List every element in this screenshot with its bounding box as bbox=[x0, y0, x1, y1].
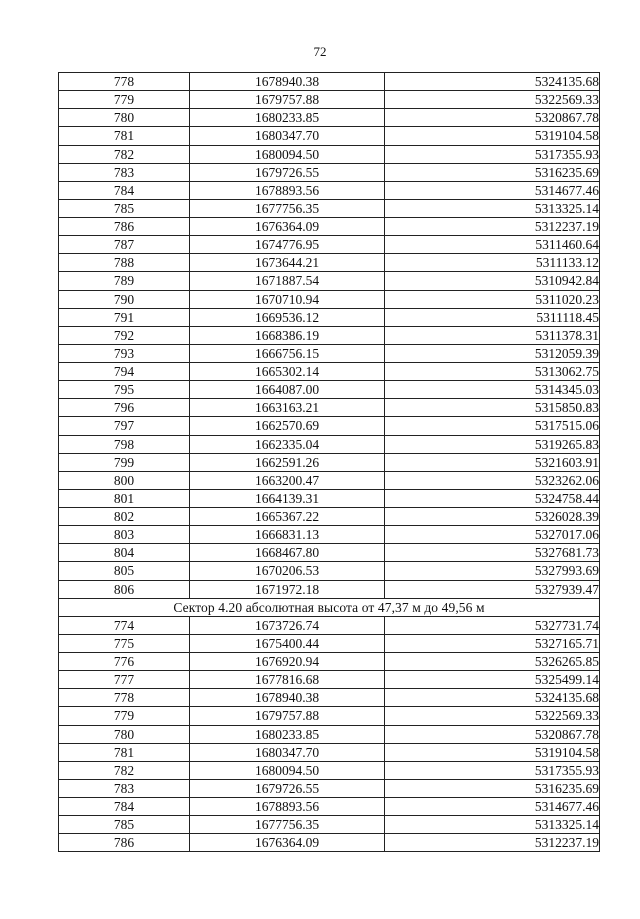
point-number-cell: 786 bbox=[59, 218, 190, 236]
y-coordinate-cell: 5319265.83 bbox=[385, 435, 600, 453]
y-coordinate-cell: 5314677.46 bbox=[385, 181, 600, 199]
y-coordinate-cell: 5323262.06 bbox=[385, 471, 600, 489]
table-row bbox=[59, 743, 600, 761]
point-number-cell: 800 bbox=[59, 471, 190, 489]
table-row bbox=[59, 91, 600, 109]
table-row bbox=[59, 290, 600, 308]
x-coordinate-cell: 1668386.19 bbox=[190, 326, 385, 344]
point-number-cell: 802 bbox=[59, 508, 190, 526]
x-coordinate-cell: 1665302.14 bbox=[190, 363, 385, 381]
point-number-cell: 786 bbox=[59, 834, 190, 852]
point-number-cell: 806 bbox=[59, 580, 190, 598]
point-number-cell: 803 bbox=[59, 526, 190, 544]
x-coordinate-cell: 1662335.04 bbox=[190, 435, 385, 453]
table-row bbox=[59, 272, 600, 290]
point-number-cell: 780 bbox=[59, 725, 190, 743]
point-number-cell: 798 bbox=[59, 435, 190, 453]
point-number-cell: 788 bbox=[59, 254, 190, 272]
y-coordinate-cell: 5326028.39 bbox=[385, 508, 600, 526]
x-coordinate-cell: 1673644.21 bbox=[190, 254, 385, 272]
point-number-cell: 792 bbox=[59, 326, 190, 344]
y-coordinate-cell: 5316235.69 bbox=[385, 163, 600, 181]
coordinates-table bbox=[58, 72, 600, 852]
table-row bbox=[59, 453, 600, 471]
y-coordinate-cell: 5320867.78 bbox=[385, 109, 600, 127]
y-coordinate-cell: 5317355.93 bbox=[385, 761, 600, 779]
x-coordinate-cell: 1679757.88 bbox=[190, 91, 385, 109]
y-coordinate-cell: 5311133.12 bbox=[385, 254, 600, 272]
x-coordinate-cell: 1677756.35 bbox=[190, 199, 385, 217]
y-coordinate-cell: 5312237.19 bbox=[385, 834, 600, 852]
table-row bbox=[59, 344, 600, 362]
x-coordinate-cell: 1668467.80 bbox=[190, 544, 385, 562]
point-number-cell: 777 bbox=[59, 671, 190, 689]
x-coordinate-cell: 1676364.09 bbox=[190, 834, 385, 852]
point-number-cell: 795 bbox=[59, 381, 190, 399]
y-coordinate-cell: 5313325.14 bbox=[385, 816, 600, 834]
y-coordinate-cell: 5313062.75 bbox=[385, 363, 600, 381]
y-coordinate-cell: 5312237.19 bbox=[385, 218, 600, 236]
x-coordinate-cell: 1680094.50 bbox=[190, 145, 385, 163]
point-number-cell: 784 bbox=[59, 798, 190, 816]
x-coordinate-cell: 1671887.54 bbox=[190, 272, 385, 290]
point-number-cell: 783 bbox=[59, 779, 190, 797]
point-number-cell: 799 bbox=[59, 453, 190, 471]
point-number-cell: 779 bbox=[59, 707, 190, 725]
y-coordinate-cell: 5327017.06 bbox=[385, 526, 600, 544]
table-row bbox=[59, 634, 600, 652]
x-coordinate-cell: 1669536.12 bbox=[190, 308, 385, 326]
coordinates-table-body bbox=[59, 73, 600, 852]
x-coordinate-cell: 1666756.15 bbox=[190, 344, 385, 362]
y-coordinate-cell: 5315850.83 bbox=[385, 399, 600, 417]
y-coordinate-cell: 5312059.39 bbox=[385, 344, 600, 362]
table-row bbox=[59, 127, 600, 145]
y-coordinate-cell: 5311460.64 bbox=[385, 236, 600, 254]
point-number-cell: 782 bbox=[59, 145, 190, 163]
y-coordinate-cell: 5322569.33 bbox=[385, 707, 600, 725]
table-row bbox=[59, 254, 600, 272]
point-number-cell: 784 bbox=[59, 181, 190, 199]
table-row bbox=[59, 707, 600, 725]
table-row bbox=[59, 363, 600, 381]
y-coordinate-cell: 5325499.14 bbox=[385, 671, 600, 689]
table-row bbox=[59, 689, 600, 707]
table-row bbox=[59, 508, 600, 526]
point-number-cell: 775 bbox=[59, 634, 190, 652]
x-coordinate-cell: 1680347.70 bbox=[190, 127, 385, 145]
x-coordinate-cell: 1678893.56 bbox=[190, 181, 385, 199]
table-row bbox=[59, 236, 600, 254]
x-coordinate-cell: 1664139.31 bbox=[190, 489, 385, 507]
y-coordinate-cell: 5324135.68 bbox=[385, 689, 600, 707]
y-coordinate-cell: 5311378.31 bbox=[385, 326, 600, 344]
point-number-cell: 787 bbox=[59, 236, 190, 254]
x-coordinate-cell: 1678893.56 bbox=[190, 798, 385, 816]
table-row bbox=[59, 526, 600, 544]
x-coordinate-cell: 1676920.94 bbox=[190, 653, 385, 671]
x-coordinate-cell: 1678940.38 bbox=[190, 73, 385, 91]
point-number-cell: 791 bbox=[59, 308, 190, 326]
table-row bbox=[59, 181, 600, 199]
table-row bbox=[59, 163, 600, 181]
y-coordinate-cell: 5321603.91 bbox=[385, 453, 600, 471]
table-row bbox=[59, 544, 600, 562]
section-heading: Сектор 4.20 абсолютная высота от 47,37 м до 49,56 м bbox=[59, 598, 600, 616]
point-number-cell: 789 bbox=[59, 272, 190, 290]
x-coordinate-cell: 1671972.18 bbox=[190, 580, 385, 598]
point-number-cell: 778 bbox=[59, 689, 190, 707]
x-coordinate-cell: 1680094.50 bbox=[190, 761, 385, 779]
point-number-cell: 779 bbox=[59, 91, 190, 109]
point-number-cell: 790 bbox=[59, 290, 190, 308]
x-coordinate-cell: 1662570.69 bbox=[190, 417, 385, 435]
point-number-cell: 781 bbox=[59, 127, 190, 145]
y-coordinate-cell: 5311118.45 bbox=[385, 308, 600, 326]
x-coordinate-cell: 1675400.44 bbox=[190, 634, 385, 652]
point-number-cell: 801 bbox=[59, 489, 190, 507]
table-row bbox=[59, 816, 600, 834]
table-row bbox=[59, 199, 600, 217]
x-coordinate-cell: 1680233.85 bbox=[190, 109, 385, 127]
table-row bbox=[59, 489, 600, 507]
x-coordinate-cell: 1662591.26 bbox=[190, 453, 385, 471]
x-coordinate-cell: 1663200.47 bbox=[190, 471, 385, 489]
y-coordinate-cell: 5320867.78 bbox=[385, 725, 600, 743]
y-coordinate-cell: 5313325.14 bbox=[385, 199, 600, 217]
x-coordinate-cell: 1677756.35 bbox=[190, 816, 385, 834]
table-row bbox=[59, 580, 600, 598]
y-coordinate-cell: 5316235.69 bbox=[385, 779, 600, 797]
y-coordinate-cell: 5319104.58 bbox=[385, 743, 600, 761]
x-coordinate-cell: 1666831.13 bbox=[190, 526, 385, 544]
table-row bbox=[59, 308, 600, 326]
table-row bbox=[59, 399, 600, 417]
table-row bbox=[59, 218, 600, 236]
table-row bbox=[59, 471, 600, 489]
point-number-cell: 776 bbox=[59, 653, 190, 671]
y-coordinate-cell: 5322569.33 bbox=[385, 91, 600, 109]
table-row bbox=[59, 653, 600, 671]
point-number-cell: 785 bbox=[59, 199, 190, 217]
y-coordinate-cell: 5317355.93 bbox=[385, 145, 600, 163]
y-coordinate-cell: 5327939.47 bbox=[385, 580, 600, 598]
y-coordinate-cell: 5326265.85 bbox=[385, 653, 600, 671]
y-coordinate-cell: 5314345.03 bbox=[385, 381, 600, 399]
table-row bbox=[59, 381, 600, 399]
table-row bbox=[59, 145, 600, 163]
x-coordinate-cell: 1680347.70 bbox=[190, 743, 385, 761]
table-row bbox=[59, 616, 600, 634]
table-row bbox=[59, 761, 600, 779]
table-row bbox=[59, 326, 600, 344]
x-coordinate-cell: 1680233.85 bbox=[190, 725, 385, 743]
point-number-cell: 778 bbox=[59, 73, 190, 91]
section-row bbox=[59, 598, 600, 616]
y-coordinate-cell: 5327681.73 bbox=[385, 544, 600, 562]
x-coordinate-cell: 1670206.53 bbox=[190, 562, 385, 580]
point-number-cell: 797 bbox=[59, 417, 190, 435]
point-number-cell: 780 bbox=[59, 109, 190, 127]
table-row bbox=[59, 779, 600, 797]
x-coordinate-cell: 1676364.09 bbox=[190, 218, 385, 236]
table-row bbox=[59, 798, 600, 816]
y-coordinate-cell: 5327993.69 bbox=[385, 562, 600, 580]
table-row bbox=[59, 417, 600, 435]
y-coordinate-cell: 5327731.74 bbox=[385, 616, 600, 634]
point-number-cell: 783 bbox=[59, 163, 190, 181]
x-coordinate-cell: 1665367.22 bbox=[190, 508, 385, 526]
table-row bbox=[59, 73, 600, 91]
x-coordinate-cell: 1679726.55 bbox=[190, 163, 385, 181]
point-number-cell: 804 bbox=[59, 544, 190, 562]
table-row bbox=[59, 435, 600, 453]
x-coordinate-cell: 1673726.74 bbox=[190, 616, 385, 634]
x-coordinate-cell: 1670710.94 bbox=[190, 290, 385, 308]
x-coordinate-cell: 1679757.88 bbox=[190, 707, 385, 725]
x-coordinate-cell: 1679726.55 bbox=[190, 779, 385, 797]
page-number: 72 bbox=[313, 44, 327, 59]
table-row bbox=[59, 834, 600, 852]
point-number-cell: 785 bbox=[59, 816, 190, 834]
table-row bbox=[59, 109, 600, 127]
point-number-cell: 782 bbox=[59, 761, 190, 779]
y-coordinate-cell: 5327165.71 bbox=[385, 634, 600, 652]
x-coordinate-cell: 1663163.21 bbox=[190, 399, 385, 417]
y-coordinate-cell: 5317515.06 bbox=[385, 417, 600, 435]
x-coordinate-cell: 1664087.00 bbox=[190, 381, 385, 399]
point-number-cell: 805 bbox=[59, 562, 190, 580]
x-coordinate-cell: 1677816.68 bbox=[190, 671, 385, 689]
table-row bbox=[59, 725, 600, 743]
point-number-cell: 781 bbox=[59, 743, 190, 761]
y-coordinate-cell: 5311020.23 bbox=[385, 290, 600, 308]
point-number-cell: 794 bbox=[59, 363, 190, 381]
point-number-cell: 796 bbox=[59, 399, 190, 417]
table-row bbox=[59, 671, 600, 689]
y-coordinate-cell: 5310942.84 bbox=[385, 272, 600, 290]
y-coordinate-cell: 5319104.58 bbox=[385, 127, 600, 145]
x-coordinate-cell: 1674776.95 bbox=[190, 236, 385, 254]
point-number-cell: 774 bbox=[59, 616, 190, 634]
point-number-cell: 793 bbox=[59, 344, 190, 362]
x-coordinate-cell: 1678940.38 bbox=[190, 689, 385, 707]
table-row bbox=[59, 562, 600, 580]
y-coordinate-cell: 5324135.68 bbox=[385, 73, 600, 91]
y-coordinate-cell: 5324758.44 bbox=[385, 489, 600, 507]
y-coordinate-cell: 5314677.46 bbox=[385, 798, 600, 816]
